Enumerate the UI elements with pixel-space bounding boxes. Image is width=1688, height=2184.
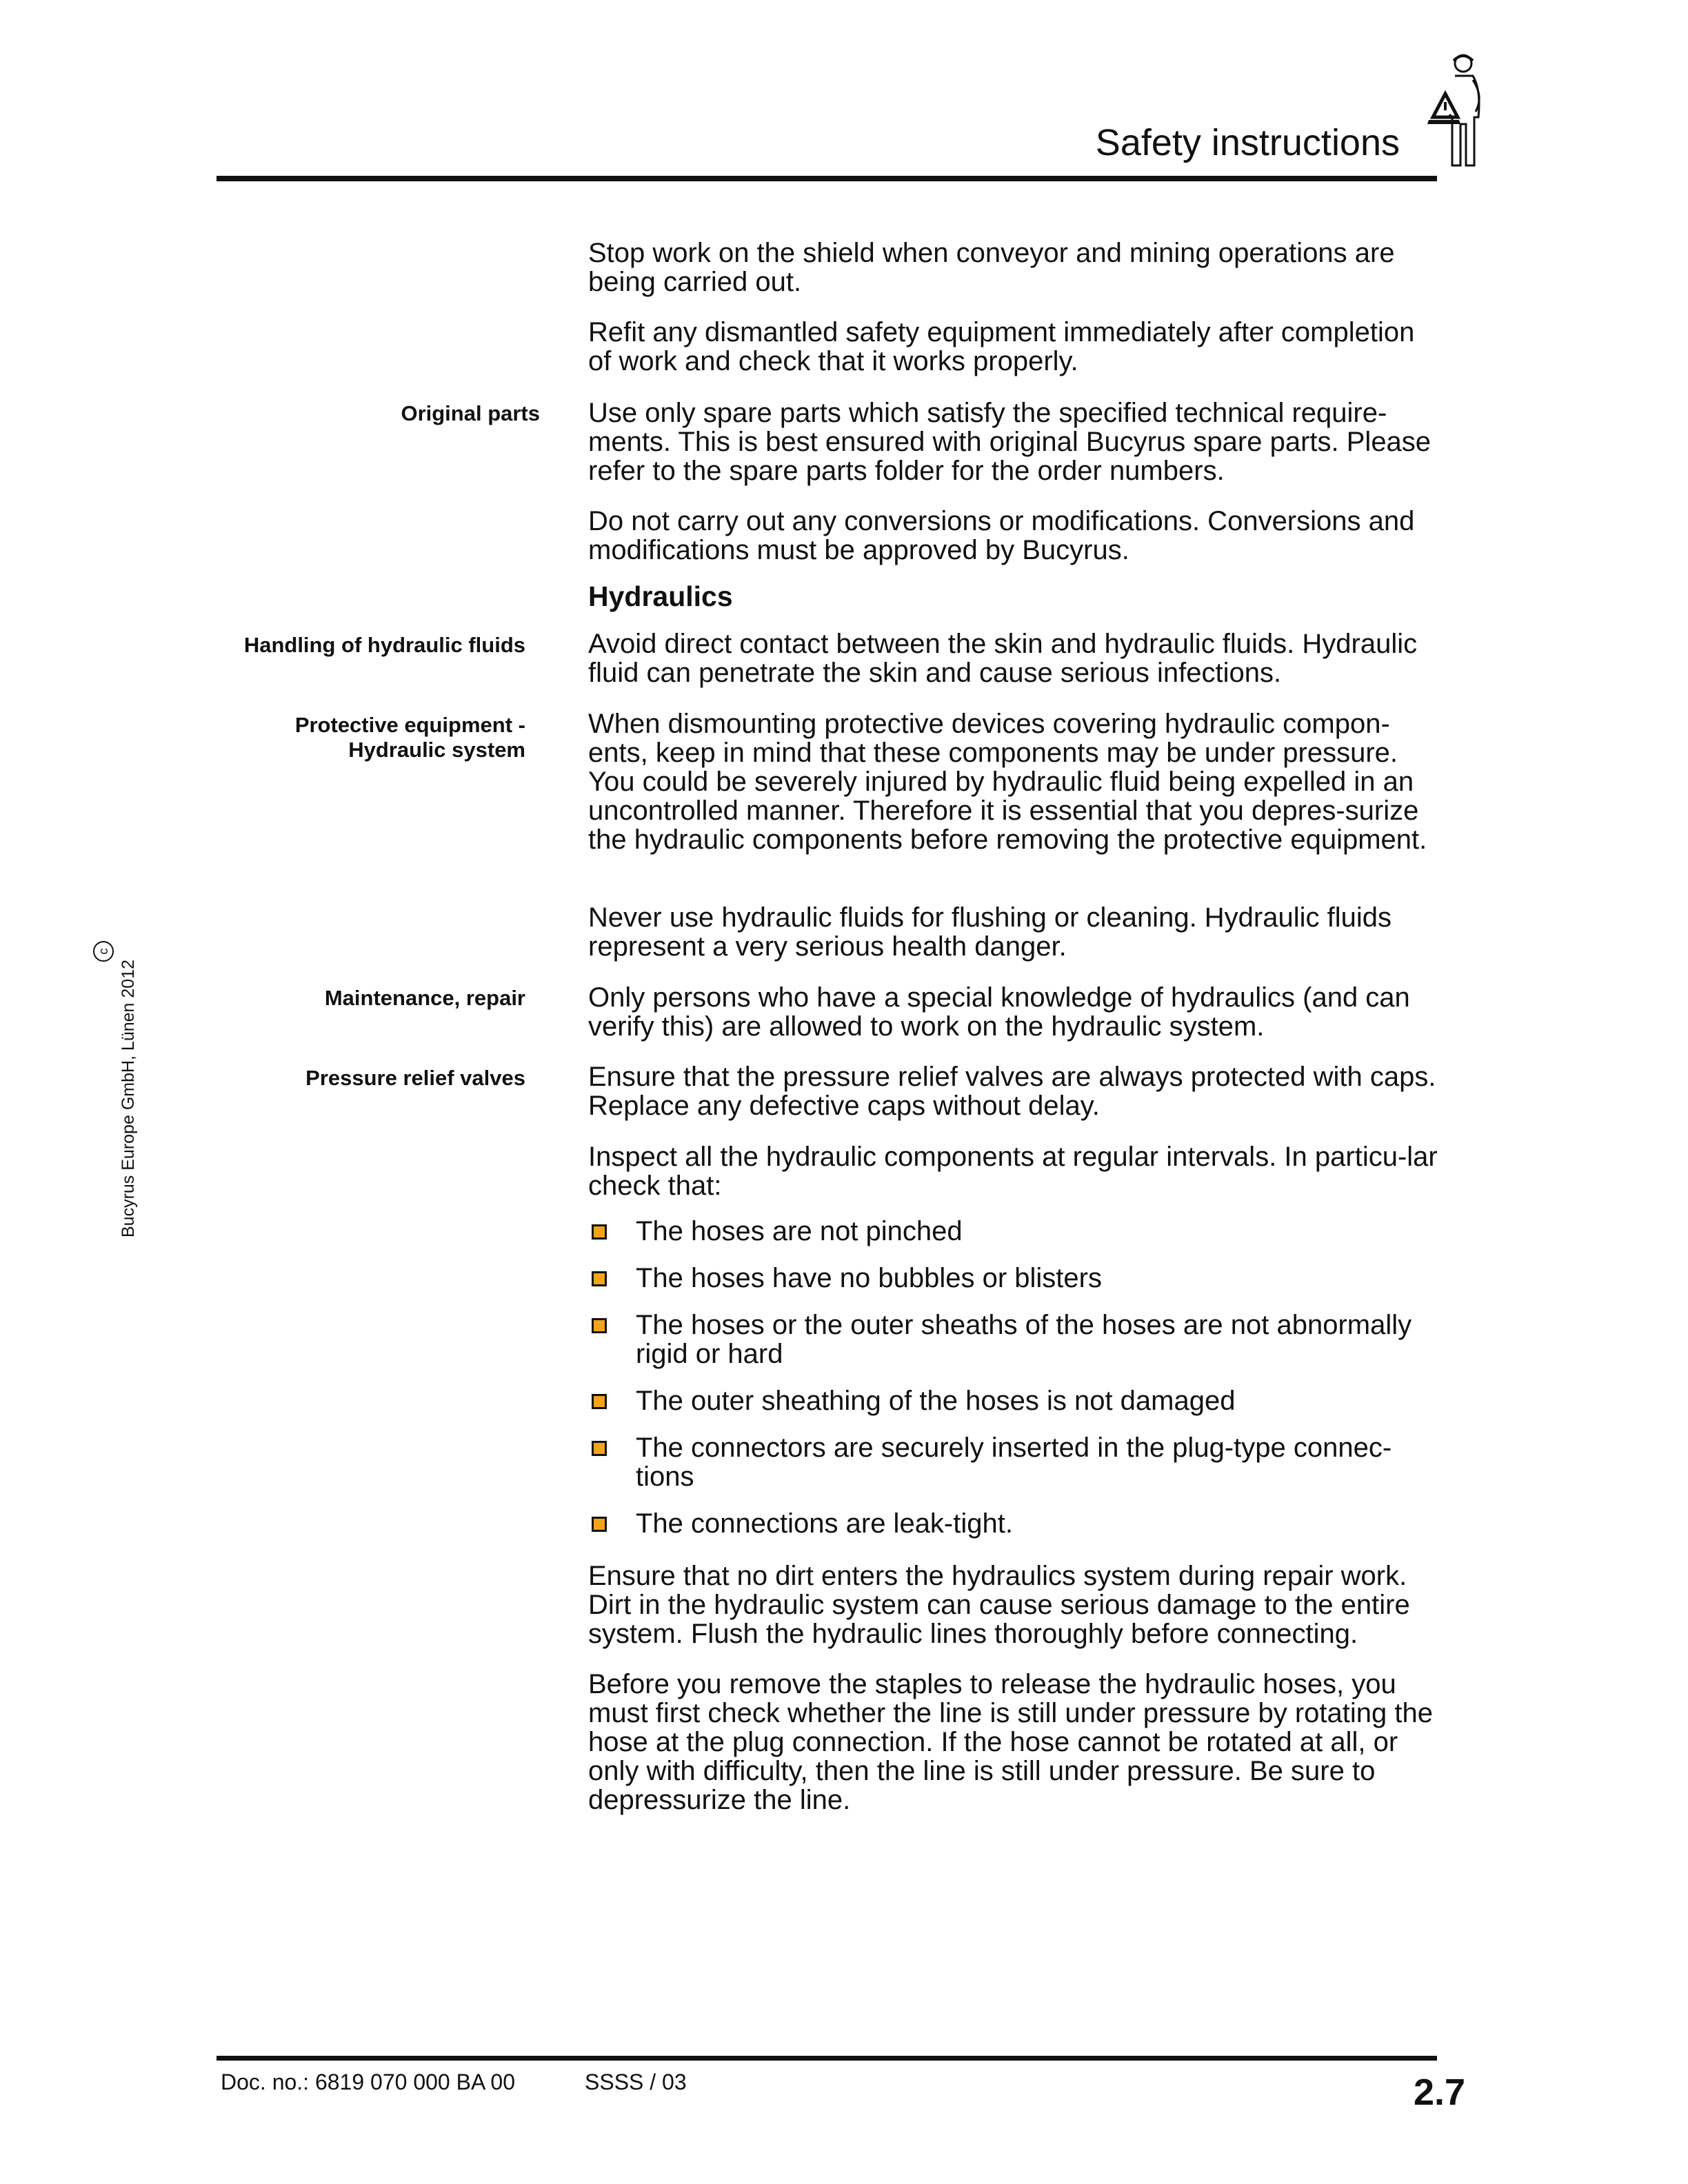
list-item: The connectors are securely inserted in the plug-type connec-tions [636, 1433, 1392, 1492]
copyright-symbol-icon: c [93, 941, 114, 962]
paragraph: Only persons who have a special knowledge of hydraulics (and can verify this) are allowed to work on the hydraulic system. [588, 982, 1410, 1042]
list-item: The hoses or the outer sheaths of the hoses are not abnormally rigid or hard [636, 1310, 1412, 1369]
bullet-square-icon [592, 1318, 607, 1333]
paragraph: Ensure that no dirt enters the hydraulics system during repair work. Dirt in the hydraulic system can cause serious damage to the entire system. Flush the hydraulic lines thoroughly before connecting. [588, 1561, 1410, 1649]
worker-with-warning-triangle-icon [1415, 48, 1491, 172]
list-item: The hoses have no bubbles or blisters [636, 1263, 1102, 1293]
bullet-square-icon [592, 1394, 607, 1409]
label-protective-equipment [222, 713, 525, 762]
bullet-square-icon [592, 1271, 607, 1286]
paragraph: Do not carry out any conversions or modifications. Conversions and modifications must be approved by Bucyrus. [588, 506, 1415, 565]
paragraph: Never use hydraulic fluids for flushing or cleaning. Hydraulic fluids represent a very serious health danger. [588, 902, 1391, 962]
page-title: Safety instructions [1095, 122, 1400, 163]
section-heading-hydraulics: Hydraulics [588, 580, 733, 612]
paragraph: Ensure that the pressure relief valves are always protected with caps. Replace any defective caps without delay. [588, 1062, 1436, 1121]
page-number: 2.7 [1414, 2072, 1466, 2113]
footer-rule [217, 2056, 1437, 2061]
paragraph: Refit any dismantled safety equipment immediately after completion of work and check that it works properly. [588, 317, 1415, 376]
paragraph: Stop work on the shield when conveyor and mining operations are being carried out. [588, 238, 1395, 297]
list-item: The connections are leak-tight. [636, 1508, 1013, 1539]
list-item: The outer sheathing of the hoses is not damaged [636, 1386, 1236, 1416]
document-code: SSSS / 03 [585, 2070, 687, 2094]
paragraph: Inspect all the hydraulic components at regular intervals. In particu-lar check that: [588, 1142, 1438, 1201]
list-item: The hoses are not pinched [636, 1216, 963, 1246]
document-number: Doc. no.: 6819 070 000 BA 00 [221, 2070, 515, 2094]
paragraph: Before you remove the staples to release the hydraulic hoses, you must first check whether the line is still under pressure by rotating the hose at the plug connection. If the hose cannot be rotated at all, or only with difficulty, then the line is still under pressure. Be sure to depressurize the line. [588, 1669, 1433, 1815]
label-pressure-relief-valves: Pressure relief valves [305, 1066, 525, 1090]
bullet-square-icon [592, 1441, 607, 1456]
label-protective-line-1: Protective equipment - [294, 713, 525, 737]
bullet-square-icon [592, 1517, 607, 1532]
label-handling-hydraulic-fluids: Handling of hydraulic fluids [243, 633, 525, 657]
label-original-parts: Original parts [401, 401, 540, 425]
label-maintenance-repair: Maintenance, repair [324, 986, 525, 1010]
paragraph: Avoid direct contact between the skin and hydraulic fluids. Hydraulic fluid can penetrate the skin and cause serious infections. [588, 629, 1418, 688]
paragraph: When dismounting protective devices covering hydraulic compon-ents, keep in mind that these components may be under pressure. You could be severely injured by hydraulic fluid being expelled in an uncontrolled manner. Therefore it is essential that you depres-surize the hydraulic components before removing the protective equipment. [588, 709, 1427, 855]
copyright-text: Bucyrus Europe GmbH, Lünen 2012 [119, 959, 138, 1237]
header-rule [217, 176, 1437, 181]
label-protective-line-2: Hydraulic system [348, 738, 525, 762]
bullet-square-icon [592, 1224, 607, 1240]
paragraph: Use only spare parts which satisfy the specified technical require-ments. This is best ensured with original Bucyrus spare parts. Please refer to the spare parts folder for the order numbers. [588, 398, 1431, 486]
